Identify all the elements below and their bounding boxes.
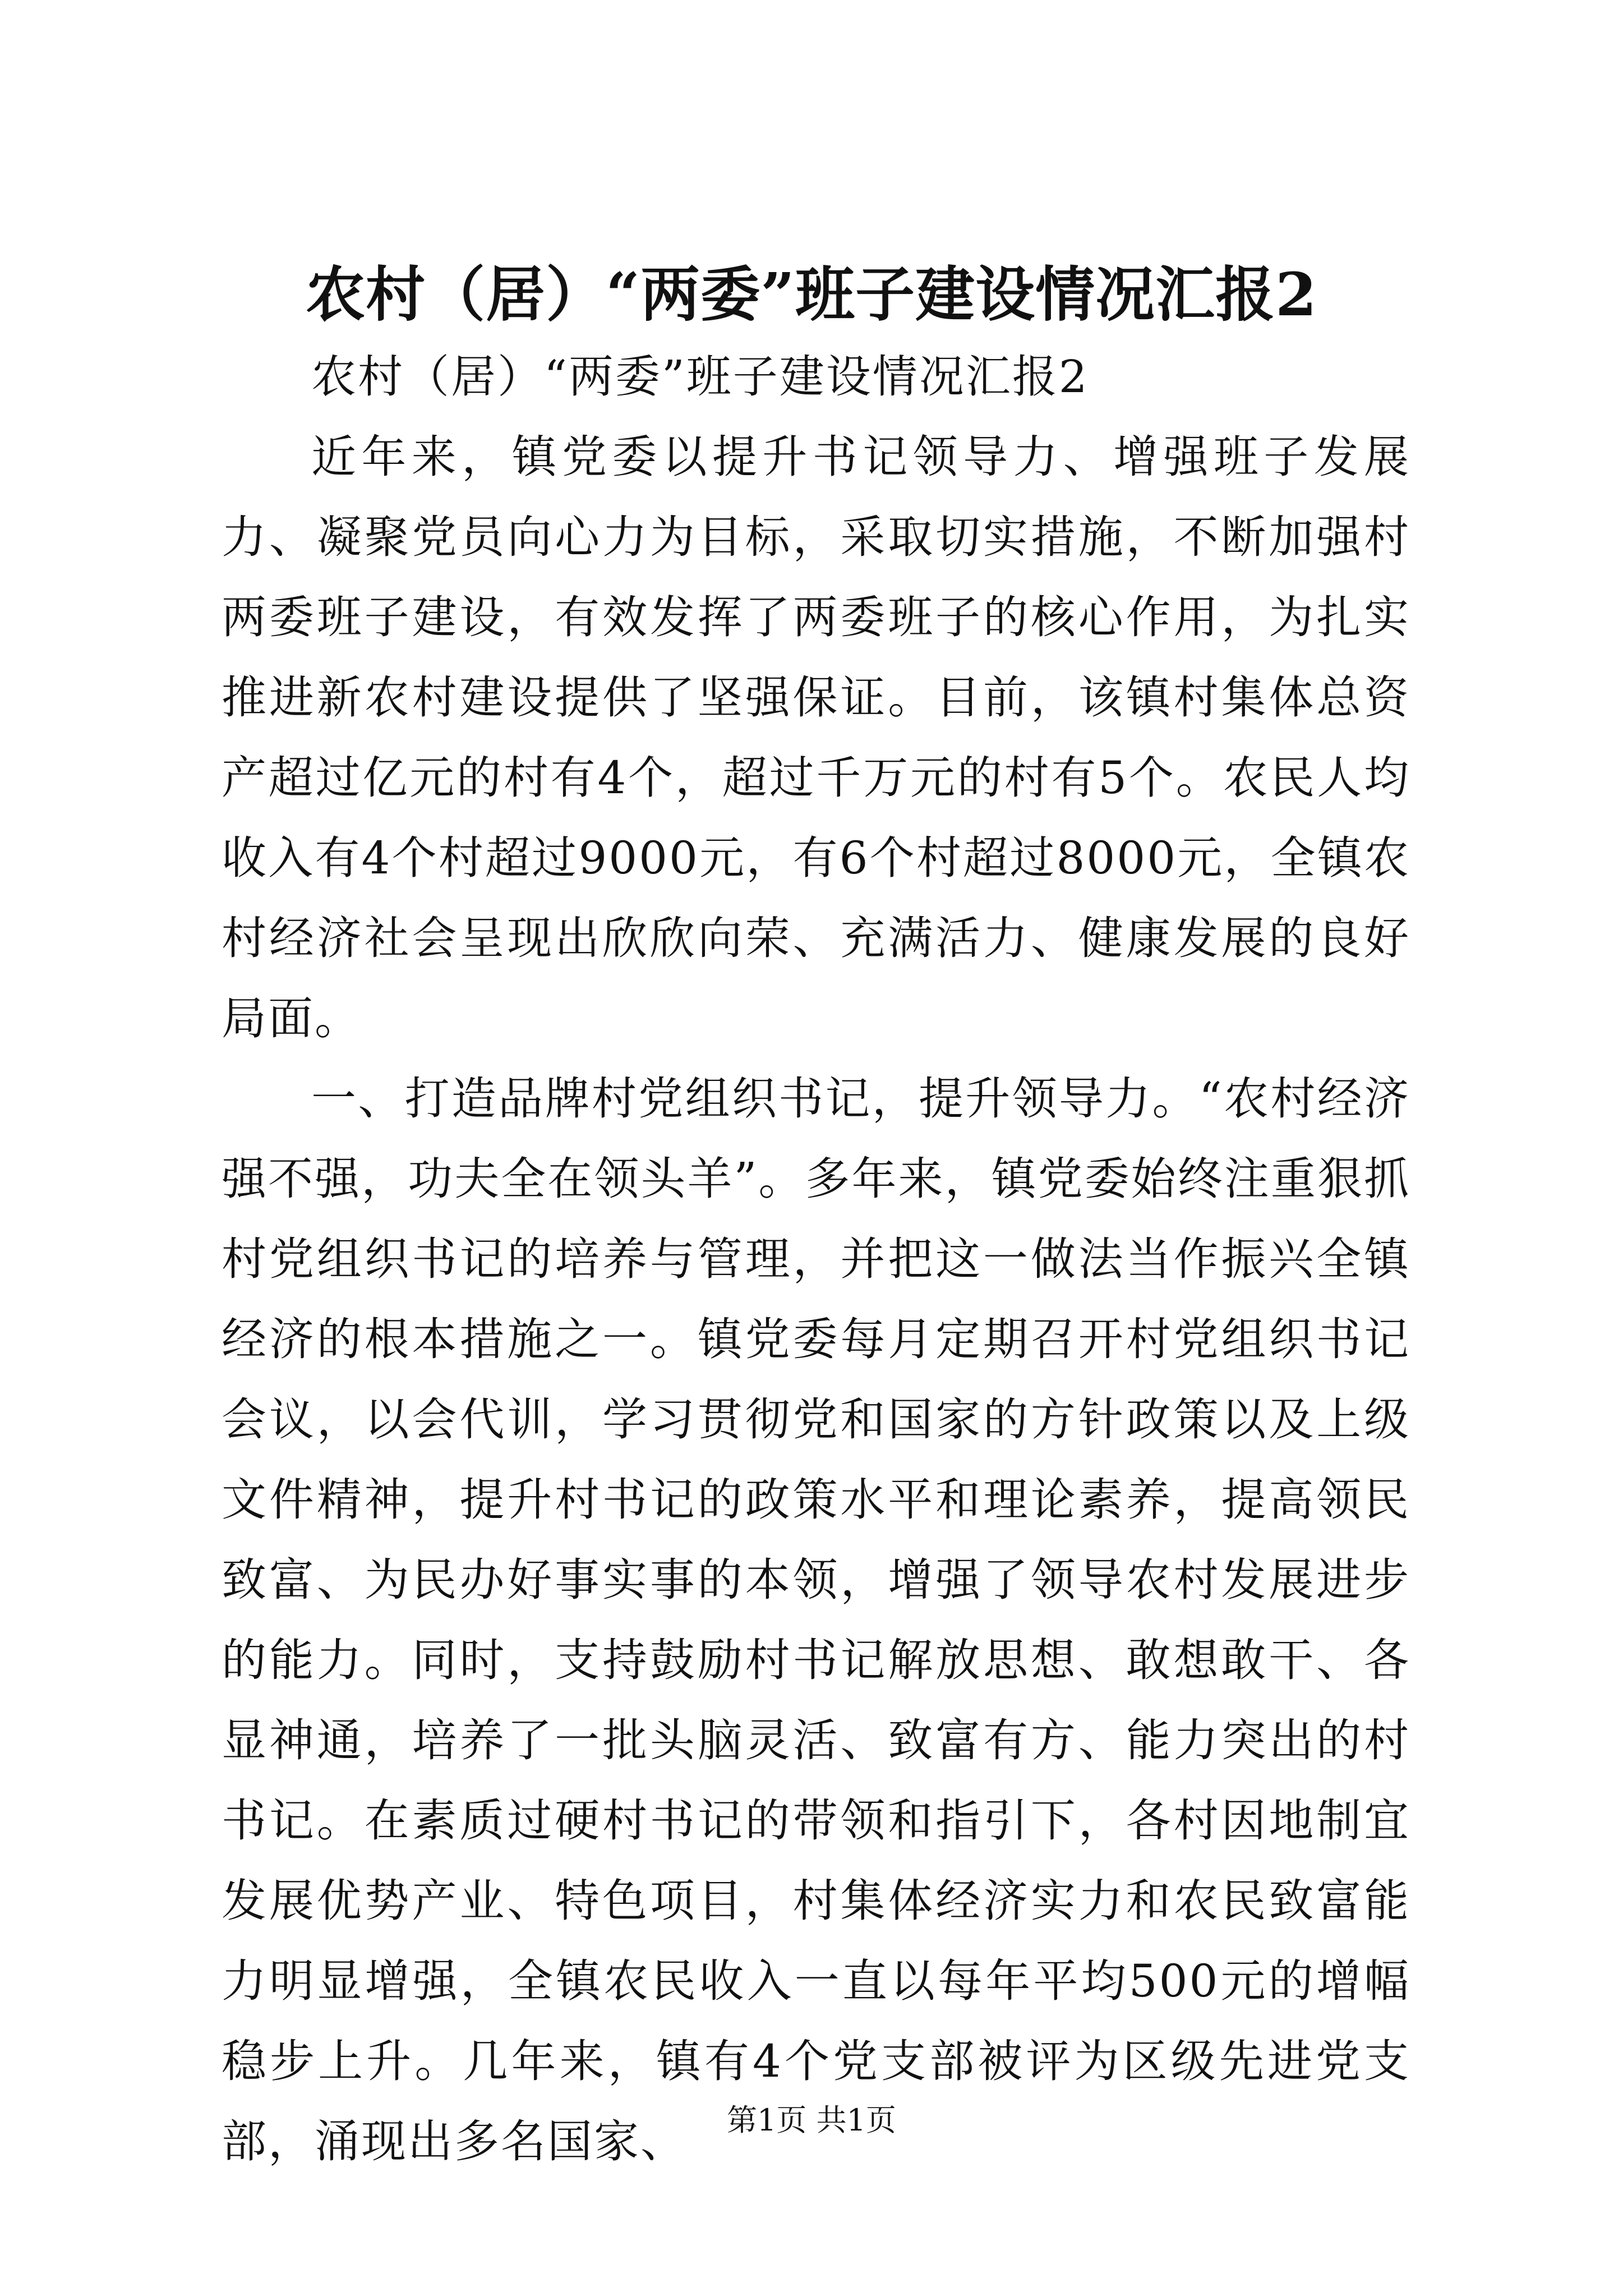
document-title: 农村（居）“两委”班子建设情况汇报2 <box>306 259 1317 329</box>
document-subtitle: 农村（居）“两委”班子建设情况汇报2 <box>311 351 1089 403</box>
paragraph-intro: 近年来，镇党委以提升书记领导力、增强班子发展力、凝聚党员向心力为目标，采取切实措施，不断加强村两委班子建设，有效发挥了两委班子的核心作用，为扎实推进新农村建设提供了坚强保证。目前，该镇村集体总资产超过亿元的村有4个，超过千万元的村有5个。农民人均收入有4个村超过9000元，有6个村超过8000元，全镇农村经济社会呈现出欣欣向荣、充满活力、健康发展的良好局面。 <box>222 431 1410 1045</box>
paragraph-section-one: 一、打造品牌村党组织书记，提升领导力。“农村经济强不强，功夫全在领头羊”。多年来，镇党委始终注重狠抓村党组织书记的培养与管理，并把这一做法当作振兴全镇经济的根本措施之一。镇党委每月定期召开村党组织书记会议，以会代训，学习贯彻党和国家的方针政策以及上级文件精神，提升村书记的政策水平和理论素养，提高领民致富、为民办好事实事的本领，增强了领导农村发展进步的能力。同时，支持鼓励村书记解放思想、敢想敢干、各显神通，培养了一批头脑灵活、致富有方、能力突出的村书记。在素质过硬村书记的带领和指引下，各村因地制宜发展优势产业、特色项目，村集体经济实力和农民致富能力明显增强，全镇农民收入一直以每年平均500元的增幅稳步上升。几年来，镇有4个党支部被评为区级先进党支部，涌现出多名国家、 <box>222 1073 1410 2168</box>
document-body <box>222 337 1410 2182</box>
page-footer: 第1页 共1页 <box>727 2102 896 2138</box>
